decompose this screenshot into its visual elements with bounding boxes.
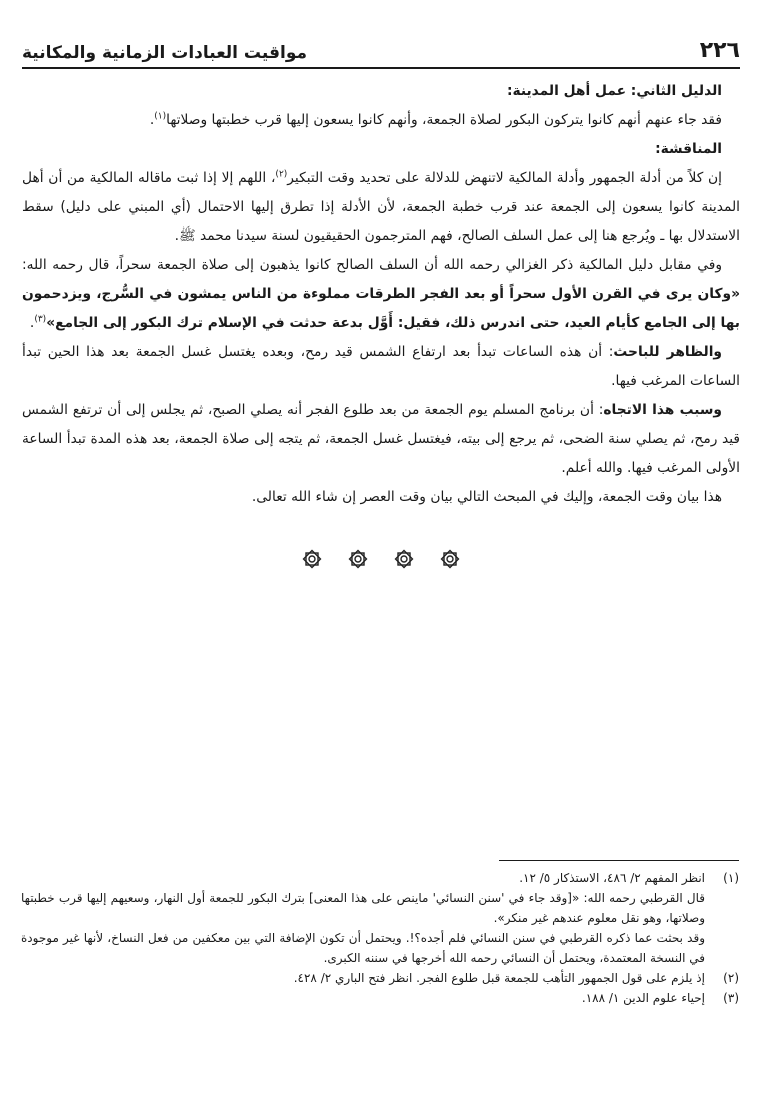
paragraph-text: فقد جاء عنهم أنهم كانوا يتركون البكور لصلاة الجمعة، وأنهم كانوا يسعون إليها قرب خطبتها وصلاتها bbox=[166, 112, 722, 128]
period: . bbox=[149, 112, 155, 128]
paragraph-text: : أن برنامج المسلم يوم الجمعة من بعد طلوع الفجر أنه يصلي الصبح، ثم يجلس إلى أن ترتفع الشمس قيد رمح، ثم يصلي سنة الضحى، ثم يرجع إلى بيته، فيغتسل غسل الجمعة، ثم يتجه إلى صلاة الجمعة، بعد هذه المدة تبدأ الساعة الأولى المرغب فيها. والله أعلم. bbox=[22, 402, 740, 476]
paragraph bbox=[22, 338, 740, 396]
ornament-icon bbox=[347, 548, 369, 570]
ornament-row bbox=[22, 548, 740, 570]
footnote-divider bbox=[499, 860, 739, 861]
quote-text: «وكان يرى في القرن الأول سحراً أو بعد الفجر الطرقات مملوءة من الناس يمشون في السُّرج، ويزدحمون بها إلى الجامع كأيام العيد، حتى اندرس ذلك، فقيل: أَوَّل بدعة حدثت في الإسلام ترك البكور إلى الجامع» bbox=[22, 286, 740, 331]
section-heading: المناقشة: bbox=[655, 141, 722, 157]
section-heading: الدليل الثاني: عمل أهل المدينة: bbox=[506, 83, 722, 99]
paragraph bbox=[22, 251, 740, 338]
footnote-number: (٢) bbox=[723, 971, 739, 985]
body-text bbox=[22, 77, 740, 512]
footnote-text: وقد بحثت عما ذكره القرطبي في سنن النسائي فلم أجده؟!. ويحتمل أن تكون الإضافة التي بين معكفين من فعل النساخ، لأنها غير موجودة في النسخة المعتمدة، ويحتمل أن النسائي رحمه الله أخرجها في سننه الكبرى. bbox=[21, 931, 705, 965]
paragraph bbox=[22, 396, 740, 483]
page-header bbox=[22, 38, 740, 69]
paragraph bbox=[22, 164, 740, 251]
footnotes bbox=[21, 868, 739, 1008]
paragraph: هذا بيان وقت الجمعة، وإليك في المبحث التالي بيان وقت العصر إن شاء الله تعالى. bbox=[251, 489, 722, 505]
paragraph-text: وفي مقابل دليل المالكية ذكر الغزالي رحمه الله أن السلف الصالح كانوا يذهبون إلى صلاة الجمعة سحراً، قال رحمه الله: bbox=[22, 257, 722, 273]
page bbox=[22, 38, 740, 570]
footnote-ref: (٣) bbox=[34, 314, 47, 325]
ornament-icon bbox=[301, 548, 323, 570]
footnote-number: (٣) bbox=[723, 991, 739, 1005]
footnote bbox=[21, 868, 739, 888]
footnote bbox=[21, 988, 739, 1008]
footnote-text: انظر المفهم ٢/ ٤٨٦، الاستذكار ٥/ ١٢. bbox=[519, 871, 705, 885]
ornament-icon bbox=[439, 548, 461, 570]
paragraph bbox=[22, 106, 740, 135]
paragraph-lead: وسبب هذا الاتجاه bbox=[603, 402, 722, 418]
footnote-ref: (٢) bbox=[275, 169, 288, 180]
footnote-ref: (١) bbox=[154, 111, 167, 122]
paragraph-lead: والظاهر للباحث bbox=[613, 344, 722, 360]
page-number: ٢٢٦ bbox=[699, 38, 740, 63]
footnote bbox=[21, 968, 739, 988]
paragraph-text: : أن هذه الساعات تبدأ بعد ارتفاع الشمس قيد رمح، وبعده يغتسل غسل الجمعة بعد هذا الحين تبدأ الساعات المرغب فيها. bbox=[22, 344, 740, 389]
running-title: مواقيت العبادات الزمانية والمكانية bbox=[22, 43, 307, 63]
footnote-text: قال القرطبي رحمه الله: «[وقد جاء في 'سنن النسائي' ماينص على هذا المعنى] بترك البكور للجمعة أول النهار، وسعيهم إليها قرب خطبتها وصلاتها، وهو نقل معلوم عندهم غير منكر». bbox=[21, 891, 705, 925]
period: . bbox=[29, 315, 35, 331]
footnote-text: إذ يلزم على قول الجمهور التأهب للجمعة قبل طلوع الفجر. انظر فتح الباري ٢/ ٤٢٨. bbox=[293, 971, 705, 985]
paragraph-text: إن كلاً من أدلة الجمهور وأدلة المالكية لاتنهض للدلالة على تحديد وقت التبكير bbox=[287, 170, 722, 186]
ornament-icon bbox=[393, 548, 415, 570]
paragraph-text: ، اللهم إلا إذا ثبت ماقاله المالكية من أن أهل المدينة كانوا يسعون إلى الجمعة عند قرب خطبة الجمعة، لأن الأدلة إذا تطرق إليها الاحتمال (أي المبني على دليل) سقط الاستدلال بها ـ ويُرجع هنا إلى عمل السلف الصالح، فهم المترجمون الحقيقيون لسنة سيدنا محمد ﷺ. bbox=[22, 170, 740, 244]
footnote-number: (١) bbox=[723, 871, 739, 885]
footnote-text: إحياء علوم الدين ١/ ١٨٨. bbox=[581, 991, 705, 1005]
